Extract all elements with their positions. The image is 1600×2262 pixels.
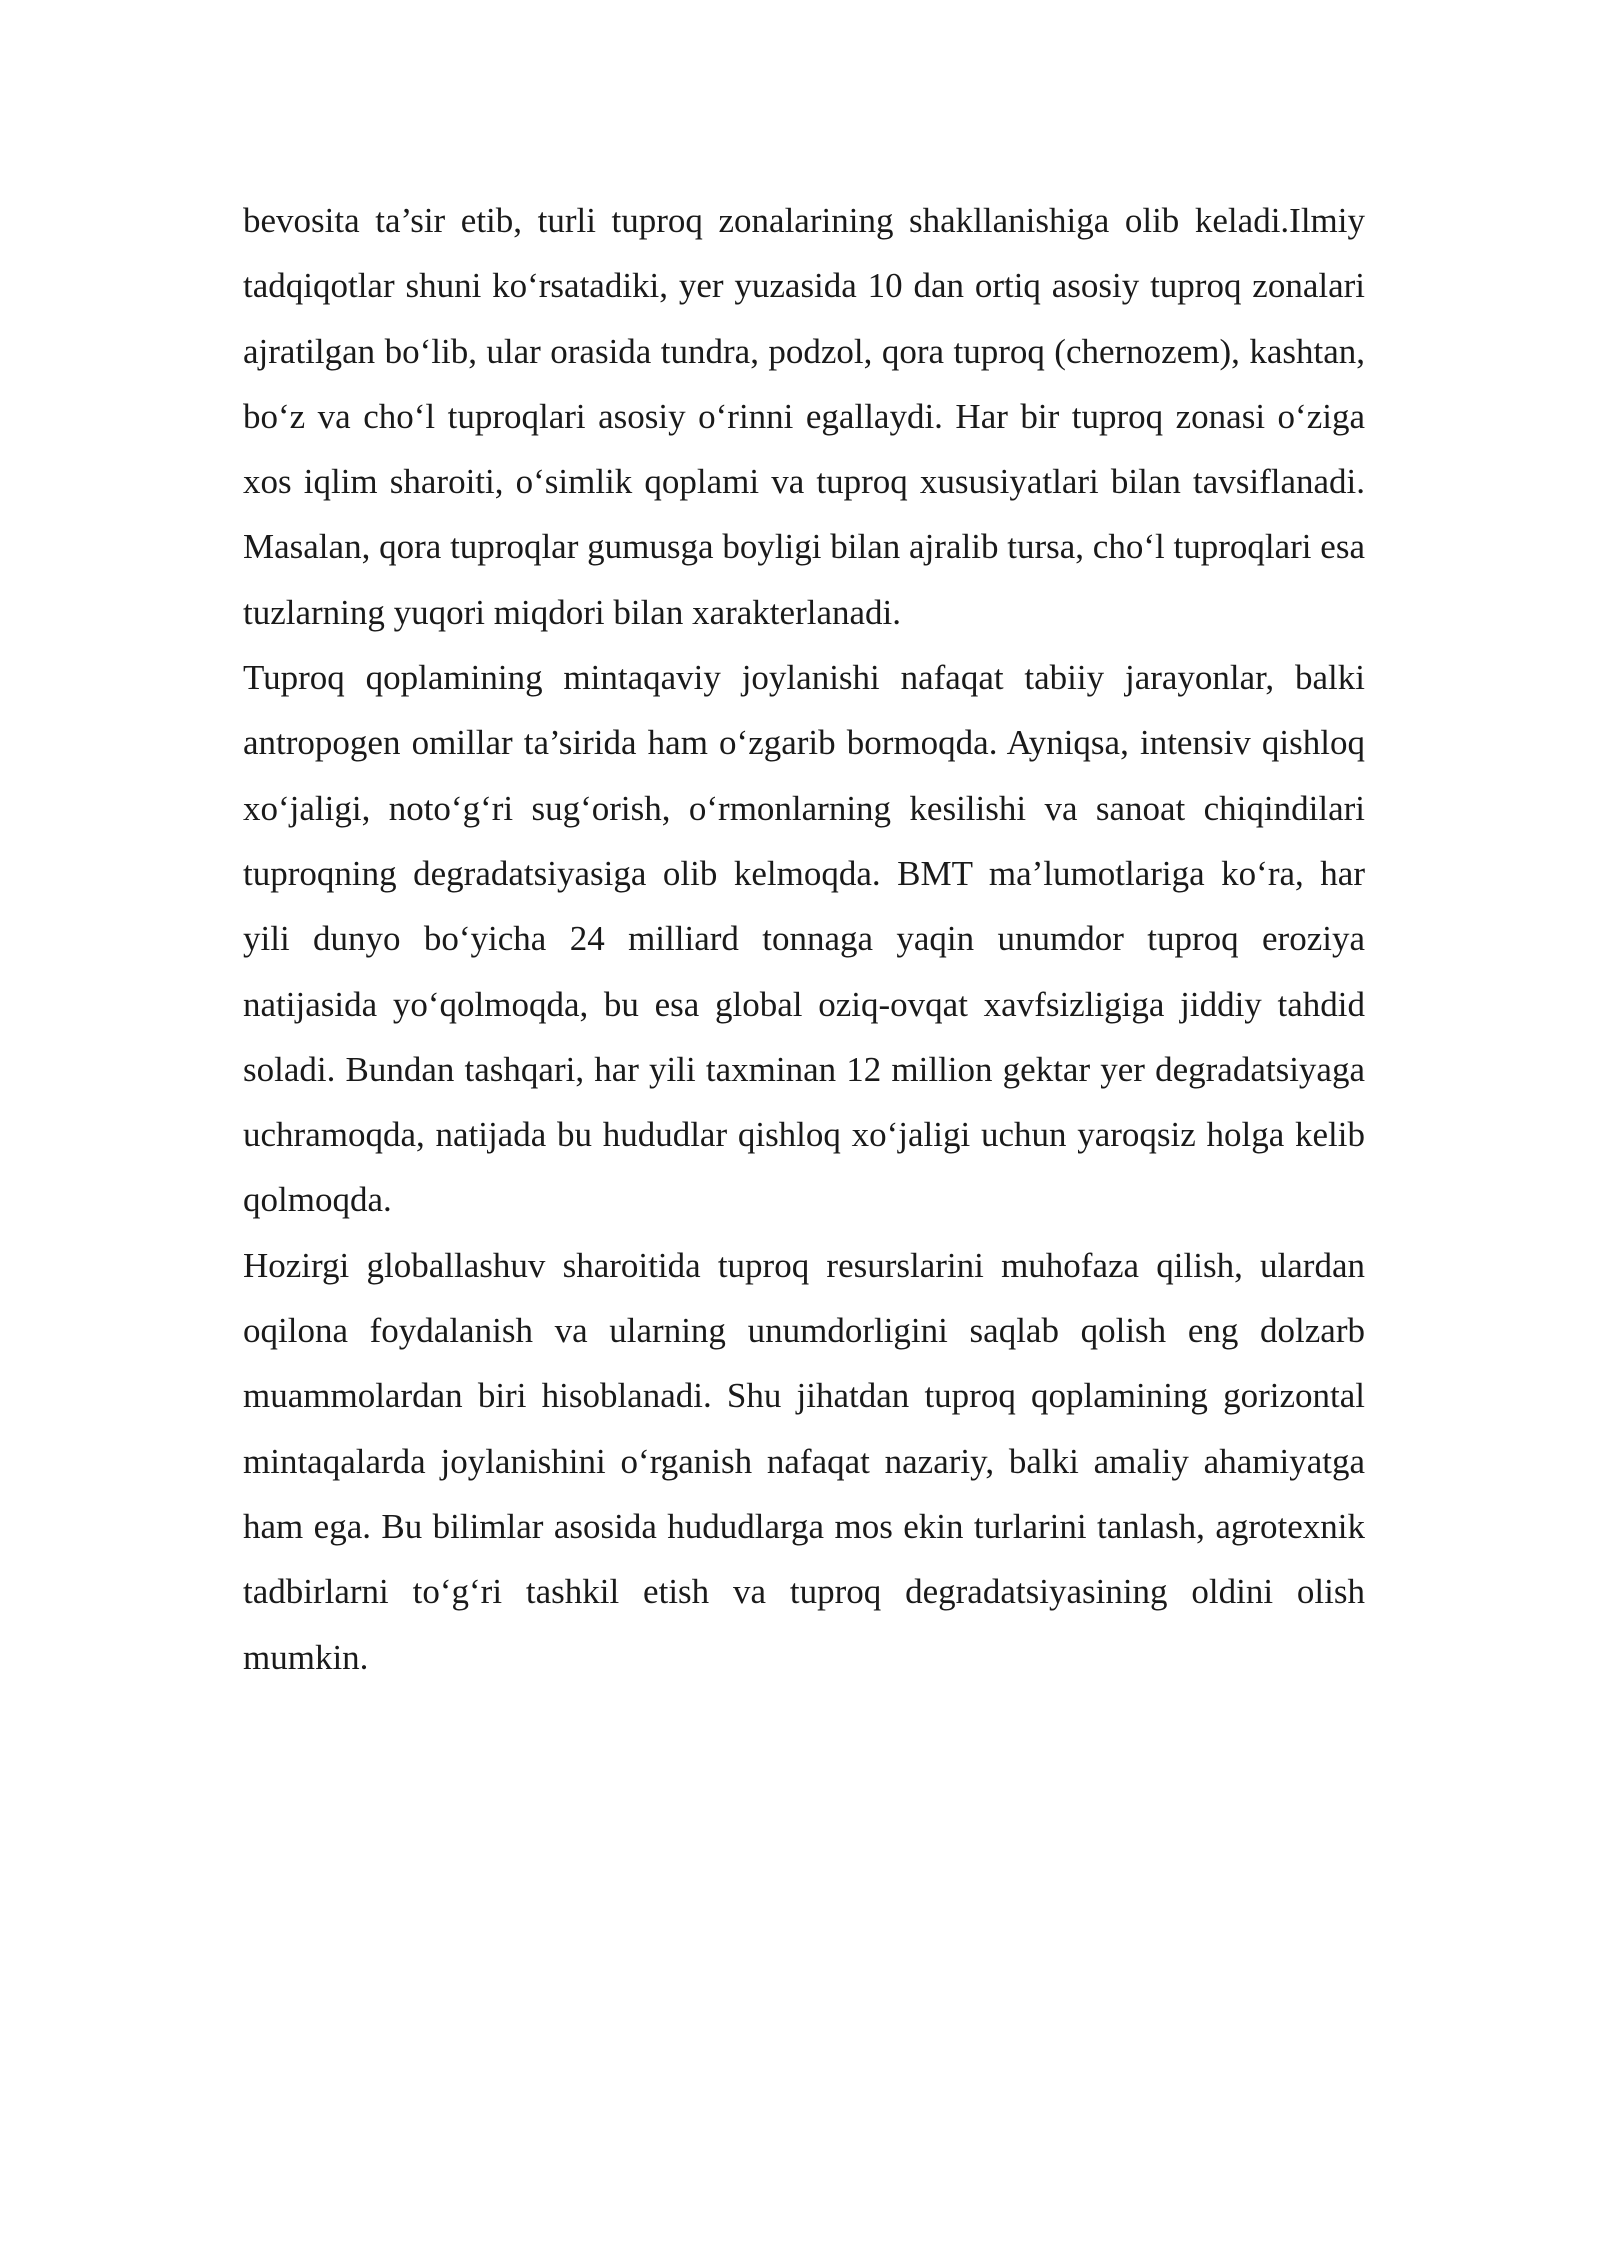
paragraph-soil-zones: bevosita ta’sir etib, turli tuproq zonalarining shakllanishiga olib keladi.Ilmiy tadqiqotlar shuni ko‘rsatadiki, yer yuzasida 10 dan ortiq asosiy tuproq zonalari ajratilgan bo‘lib, ular orasida tundra, podzol, qora tuproq (chernozem), kashtan, bo‘z va cho‘l tuproqlari asosiy o‘rinni egallaydi. Har bir tuproq zonasi o‘ziga xos iqlim sharoiti, o‘simlik qoplami va tuproq xususiyatlari bilan tavsiflanadi. Masalan, qora tuproqlar gumusga boyligi bilan ajralib tursa, cho‘l tuproqlari esa tuzlarning yuqori miqdori bilan xarakterlanadi. [243,201,1365,632]
body-text [243,188,1365,1690]
paragraph-soil-protection: Hozirgi globallashuv sharoitida tuproq resurslarini muhofaza qilish, ulardan oqilona foydalanish va ularning unumdorligini saqlab qolish eng dolzarb muammolardan biri hisoblanadi. Shu jihatdan tuproq qoplamining gorizontal mintaqalarda joylanishini o‘rganish nafaqat nazariy, balki amaliy ahamiyatga ham ega. Bu bilimlar asosida hududlarga mos ekin turlarini tanlash, agrotexnik tadbirlarni to‘g‘ri tashkil etish va tuproq degradatsiyasining oldini olish mumkin. [243,1245,1365,1677]
paragraph-anthropogen-factors: Tuproq qoplamining mintaqaviy joylanishi nafaqat tabiiy jarayonlar, balki antropogen omillar ta’sirida ham o‘zgarib bormoqda. Ayniqsa, intensiv qishloq xo‘jaligi, noto‘g‘ri sug‘orish, o‘rmonlarning kesilishi va sanoat chiqindilari tuproqning degradatsiyasiga olib kelmoqda. BMT ma’lumotlariga ko‘ra, har yili dunyo bo‘yicha 24 milliard tonnaga yaqin unumdor tuproq eroziya natijasida yo‘qolmoqda, bu esa global oziq-ovqat xavfsizligiga jiddiy tahdid soladi. Bundan tashqari, har yili taxminan 12 million gektar yer degradatsiyaga uchramoqda, natijada bu hududlar qishloq xo‘jaligi uchun yaroqsiz holga kelib qolmoqda. [243,658,1365,1220]
